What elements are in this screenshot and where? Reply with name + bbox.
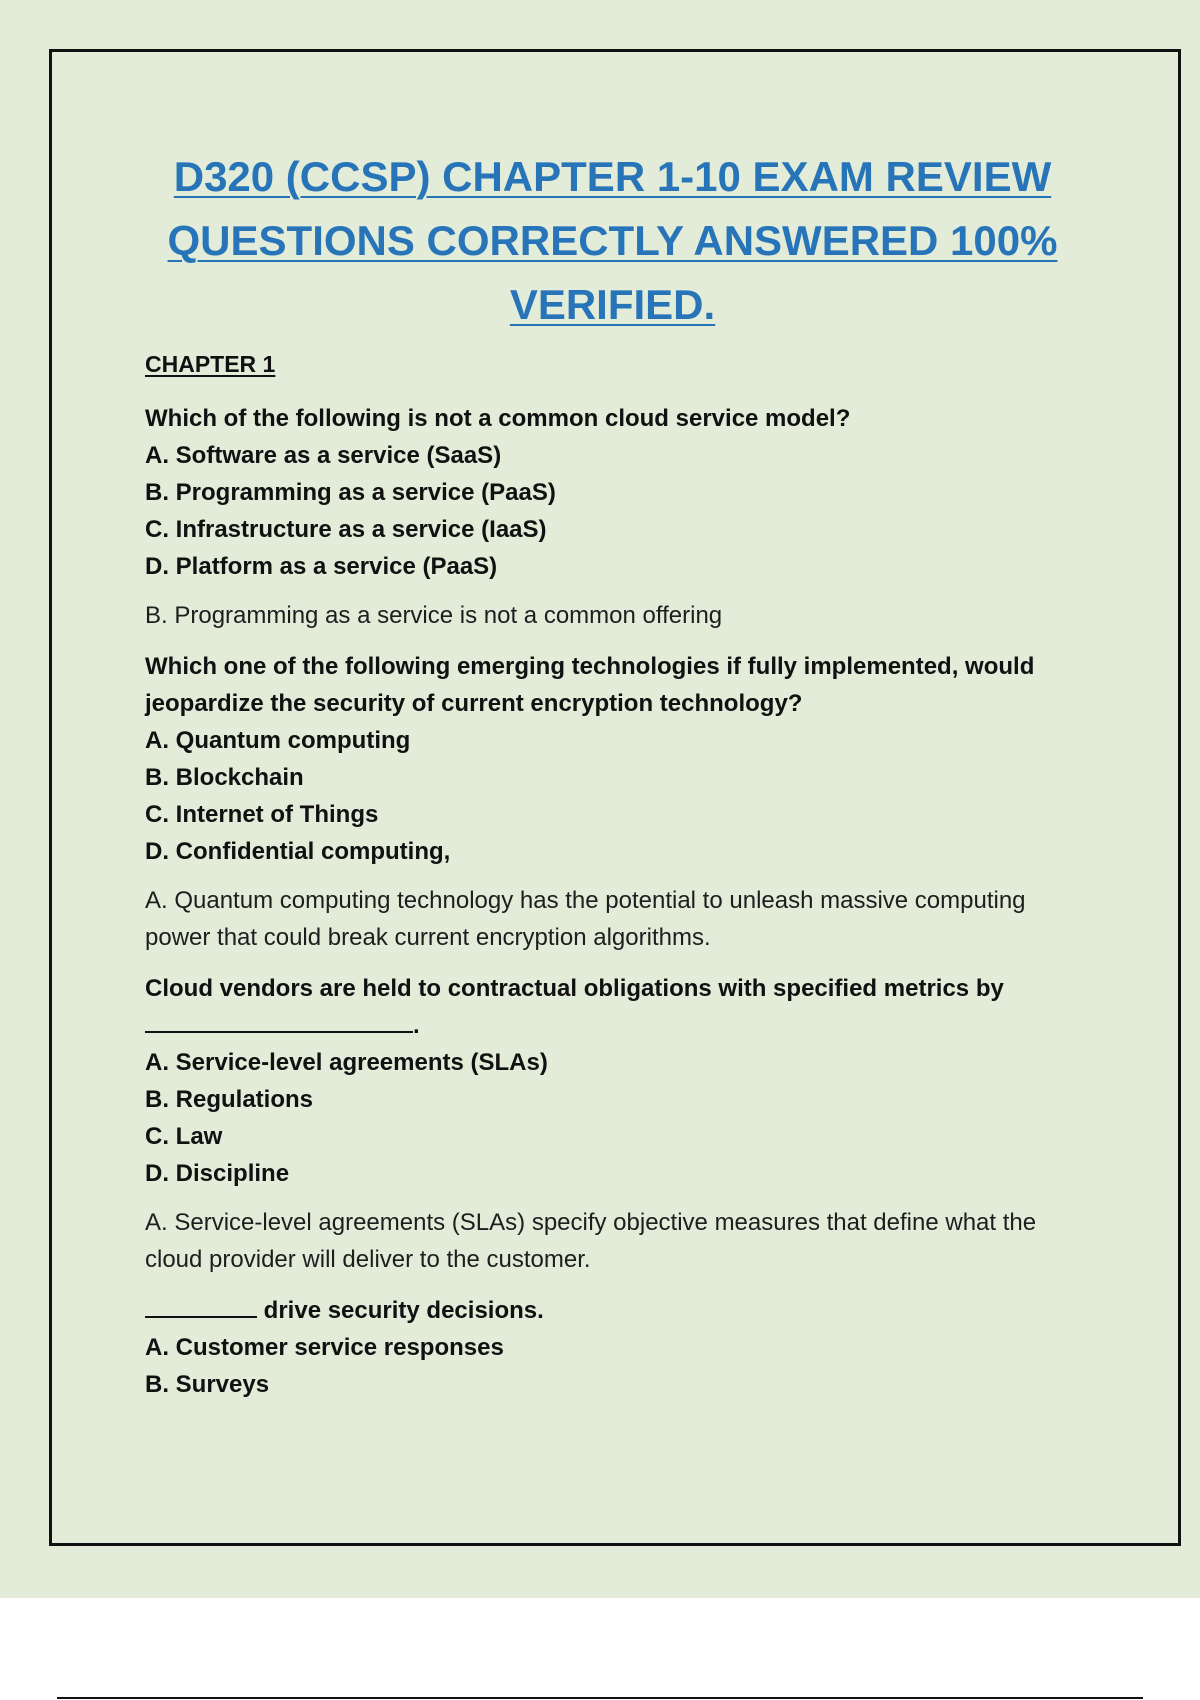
- option-d: D. Confidential computing,: [145, 838, 451, 865]
- question-text: Cloud vendors are held to contractual obligations with specified metrics by: [145, 975, 1004, 1002]
- question-block-1: [145, 400, 1095, 634]
- answer-text: A. Service-level agreements (SLAs) specify objective measures that define what the cloud provider will deliver to the customer.: [145, 1209, 1037, 1273]
- title-line-2: QUESTIONS CORRECTLY ANSWERED 100%: [167, 217, 1058, 264]
- question-text: Which of the following is not a common cloud service model?: [145, 405, 851, 432]
- blank-underline: [145, 1011, 413, 1033]
- option-c: C. Internet of Things: [145, 801, 379, 828]
- question-text-line: [145, 1292, 1095, 1329]
- fill-in-blank: [145, 1007, 1095, 1044]
- options-list: [145, 1329, 1095, 1403]
- option-b: B. Regulations: [145, 1086, 314, 1113]
- title-line-3: VERIFIED.: [509, 281, 716, 328]
- option-a: A. Customer service responses: [145, 1334, 504, 1361]
- question-block-2: [145, 648, 1095, 956]
- chapter-heading: CHAPTER 1: [145, 351, 276, 377]
- option-b: B. Blockchain: [145, 764, 304, 791]
- option-a: A. Service-level agreements (SLAs): [145, 1049, 548, 1076]
- document-content: [145, 145, 1095, 1415]
- option-c: C. Infrastructure as a service (IaaS): [145, 516, 547, 543]
- question-block-4: [145, 1292, 1095, 1403]
- question-text: drive security decisions.: [263, 1297, 544, 1324]
- options-list: [145, 722, 1095, 870]
- answer-text: A. Quantum computing technology has the potential to unleash massive computing power that could break current encryption algorithms.: [145, 887, 1026, 951]
- question-text: Which one of the following emerging technologies if fully implemented, would jeopardize the security of current encryption technology?: [145, 653, 1035, 717]
- option-b: B. Programming as a service (PaaS): [145, 479, 556, 506]
- title-line-1: D320 (CCSP) CHAPTER 1-10 EXAM REVIEW: [173, 153, 1052, 200]
- option-b: B. Surveys: [145, 1371, 270, 1398]
- footer-divider: [57, 1697, 1143, 1699]
- option-d: D. Discipline: [145, 1160, 290, 1187]
- question-block-3: [145, 970, 1095, 1278]
- options-list: [145, 437, 1095, 585]
- option-d: D. Platform as a service (PaaS): [145, 553, 498, 580]
- document-title: [135, 145, 1090, 337]
- option-c: C. Law: [145, 1123, 223, 1150]
- option-a: A. Quantum computing: [145, 727, 411, 754]
- answer-text: B. Programming as a service is not a common offering: [145, 602, 723, 629]
- options-list: [145, 1044, 1095, 1192]
- question-end: .: [413, 1012, 420, 1039]
- option-a: A. Software as a service (SaaS): [145, 442, 502, 469]
- blank-underline: [145, 1296, 257, 1318]
